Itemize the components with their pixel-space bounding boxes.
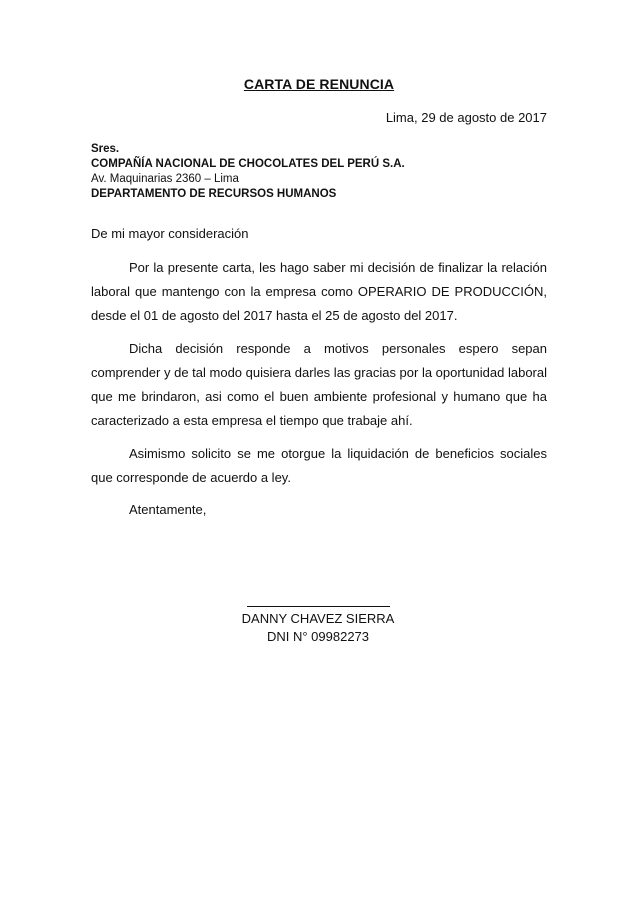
addressee-salutation: Sres. [91,143,120,155]
letter-paragraph: Dicha decisión responde a motivos personales espero sepan comprender y de tal modo quisiera darles las gracias por la oportunidad laboral que me brindaron, asi como el buen ambiente profesional y humano que ha caracterizado a esta empresa el tiempo que trabaje ahí. [91,341,547,428]
letter-title: CARTA DE RENUNCIA [243,76,395,92]
signature-dni: DNI N° 09982273 [266,629,370,644]
addressee-department: DEPARTAMENTO DE RECURSOS HUMANOS [91,188,337,200]
letter-greeting: De mi mayor consideración [91,226,249,241]
signature-name: DANNY CHAVEZ SIERRA [241,611,395,626]
closing-text: Atentamente, [129,502,207,517]
signature-line [247,606,390,607]
addressee-company: COMPAÑÍA NACIONAL DE CHOCOLATES DEL PERÚ S.A. [91,158,405,170]
letter-paragraph: Por la presente carta, les hago saber mi decisión de finalizar la relación laboral que mantengo con la empresa como OPERARIO DE PRODUCCIÓN, desde el 01 de agosto del 2017 hasta el 25 de agosto del 2017. [91,260,547,323]
addressee-block [91,142,405,202]
addressee-address: Av. Maquinarias 2360 – Lima [91,173,239,185]
letter-paragraph: Asimismo solicito se me otorgue la liquidación de beneficios sociales que corresponde de acuerdo a ley. [91,446,547,485]
letter-closing [91,498,547,522]
letter-date: Lima, 29 de agosto de 2017 [385,110,547,125]
